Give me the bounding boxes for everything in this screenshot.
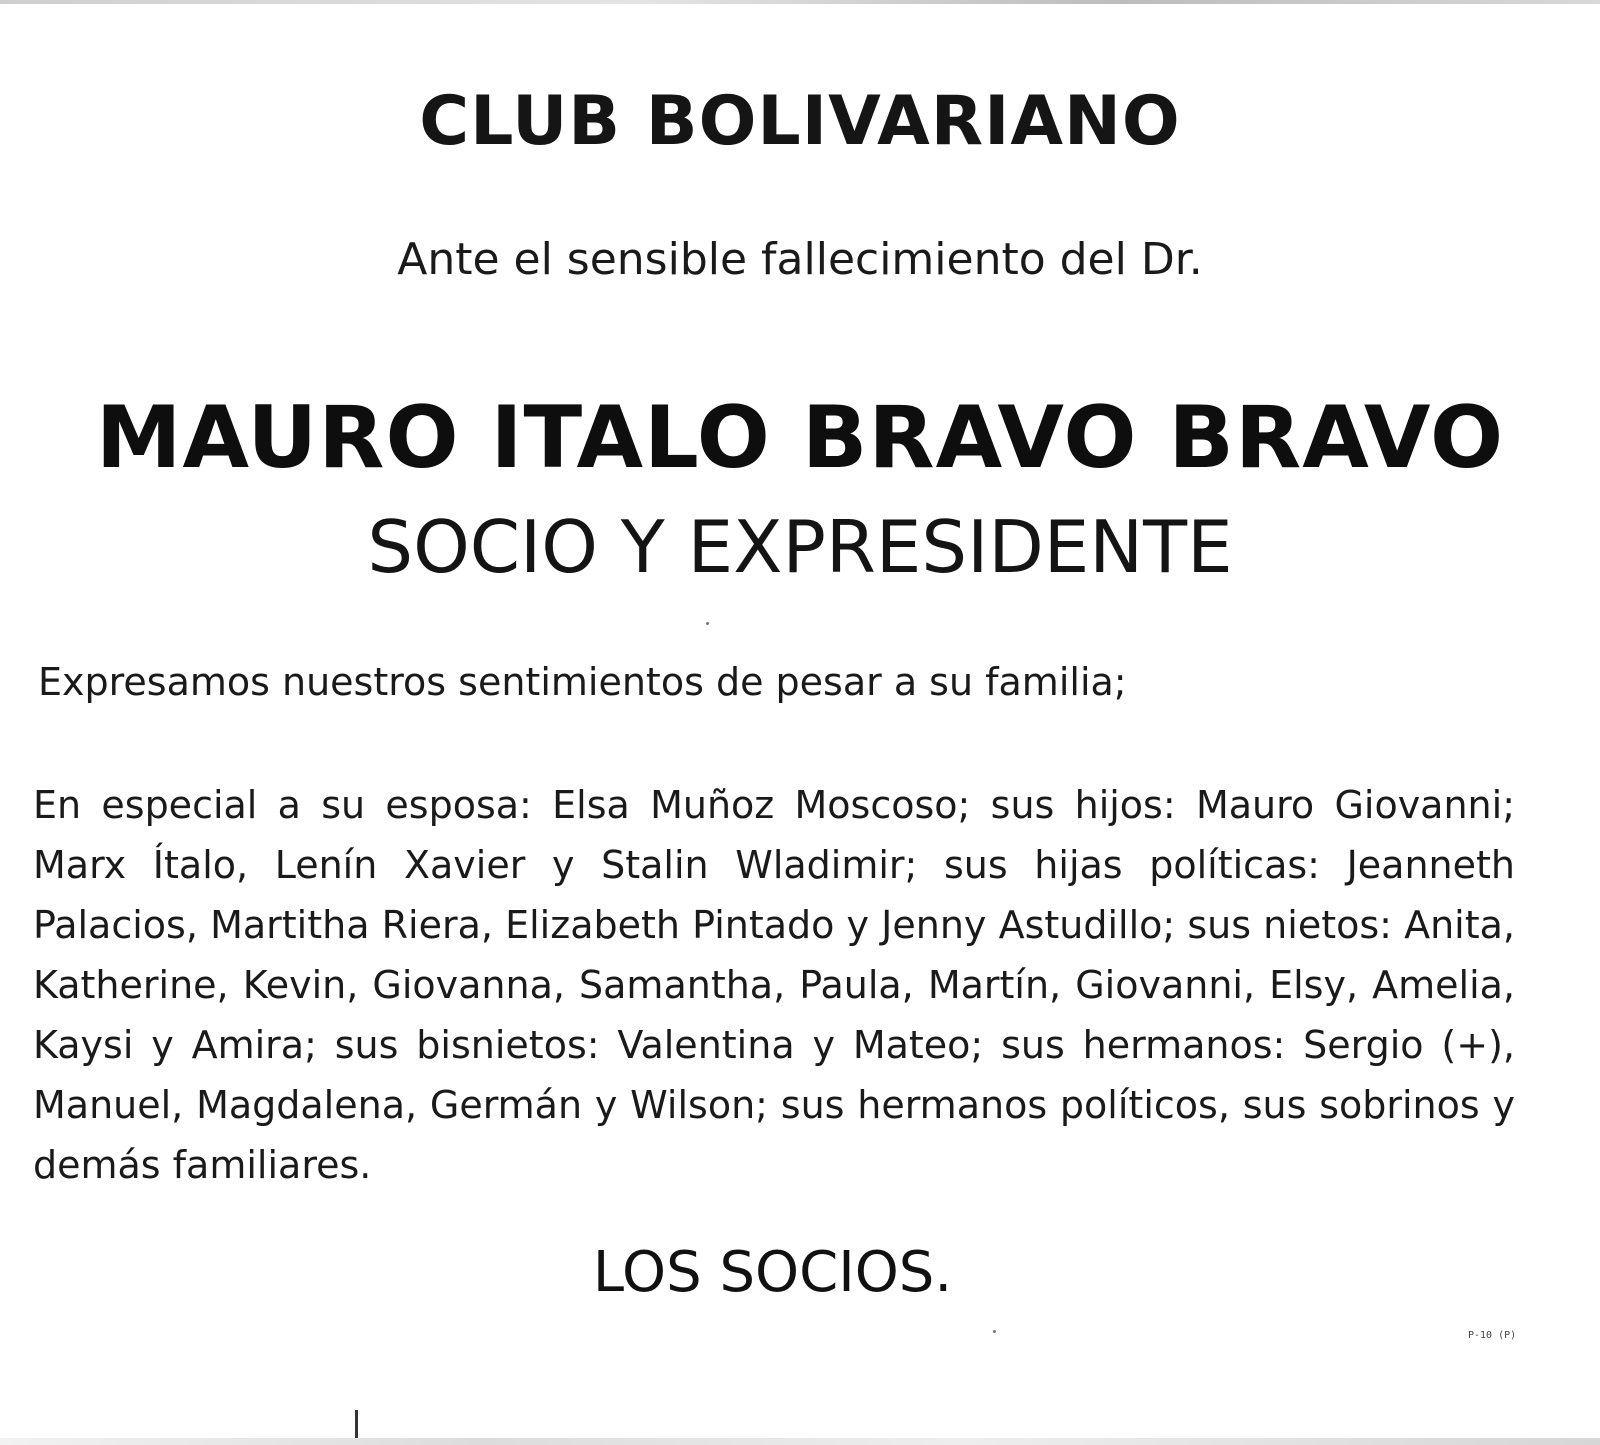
- scan-top-edge: [0, 0, 1600, 4]
- scan-speck: [706, 622, 709, 625]
- scan-speck: [993, 1330, 996, 1333]
- deceased-title: SOCIO Y EXPRESIDENTE: [367, 505, 1233, 589]
- deceased-name: MAURO ITALO BRAVO BRAVO: [95, 388, 1505, 488]
- reference-code: P-10 (P): [1468, 1330, 1517, 1341]
- family-paragraph: En especial a su esposa: Elsa Muñoz Moscoso; sus hijos: Mauro Giovanni; Marx Ítalo, Lenín Xavier y Stalin Wladimir; sus hijas políticas: Jeanneth Palacios, Martitha Riera, Elizabeth Pintado y Jenny Astudillo; sus nietos: Anita, Katherine, Kevin, Giovanna, Samantha, Paula, Martín, Giovanni, Elsy, Amelia, Kaysi y Amira; sus bisnietos: Valentina y Mateo; sus hermanos: Sergio (+), Manuel, Magdalena, Germán y Wilson; sus hermanos políticos, sus sobrinos y demás familiares.: [33, 783, 1515, 1187]
- organization-name: CLUB BOLIVARIANO: [419, 82, 1181, 161]
- signature-line: LOS SOCIOS.: [592, 1240, 953, 1305]
- scan-bottom-edge: [0, 1438, 1600, 1445]
- intro-line: Ante el sensible fallecimiento del Dr.: [397, 234, 1203, 285]
- condolence-line: Expresamos nuestros sentimientos de pesar a su familia;: [38, 660, 1127, 704]
